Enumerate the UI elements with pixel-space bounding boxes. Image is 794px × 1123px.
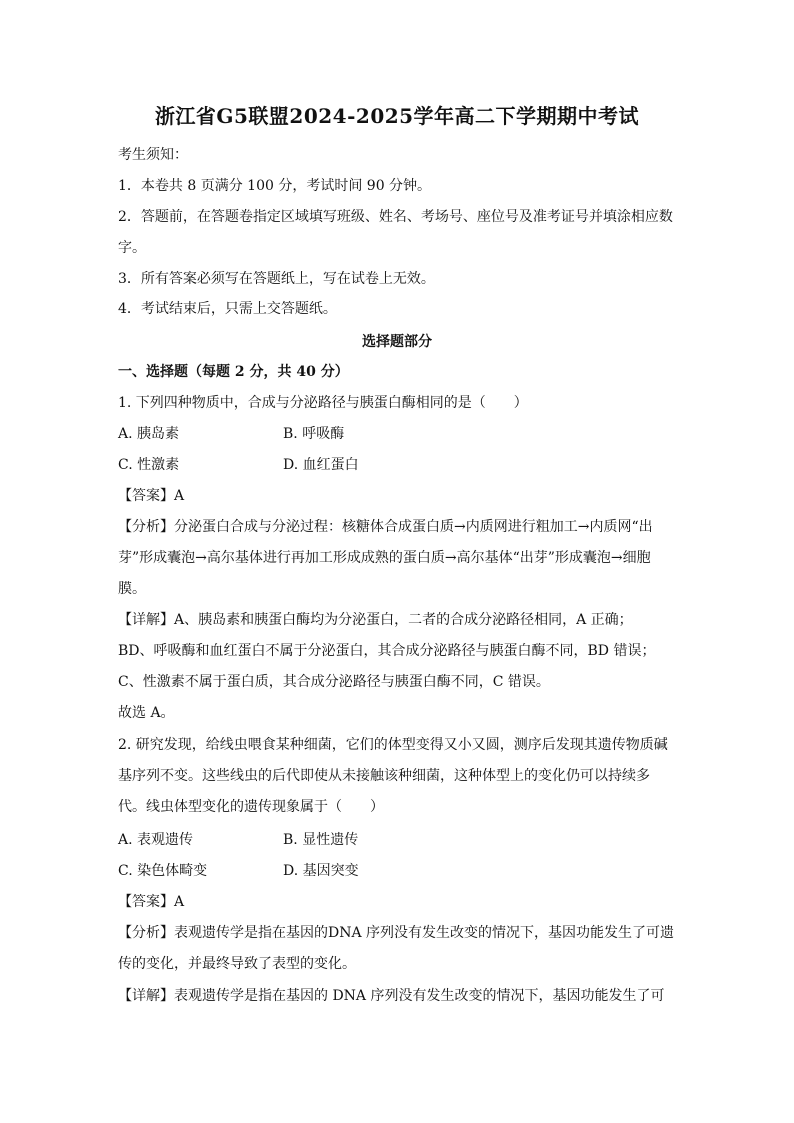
page-title: 浙江省G5联盟2024-2025学年高二下学期期中考试 — [154, 104, 640, 128]
notice-item: 3．所有答案必须写在答题纸上，写在试卷上无效。 — [118, 271, 435, 287]
question-stem: 代。线虫体型变化的遗传现象属于（ ） — [118, 799, 384, 815]
option-a: A. 表观遗传 — [118, 832, 194, 848]
analysis-line: 膜。 — [118, 581, 146, 597]
part-title: 一、选择题（每题 2 分，共 40 分） — [118, 364, 349, 380]
answer-line: 【答案】A — [118, 894, 185, 910]
analysis-line: 【分析】表观遗传学是指在基因的DNA 序列没有发生改变的情况下，基因功能发生了可遗 — [118, 925, 675, 941]
section-title: 选择题部分 — [362, 334, 432, 350]
notice-item: 4．考试结束后，只需上交答题纸。 — [118, 301, 337, 317]
detail-line: 【详解】表观遗传学是指在基因的 DNA 序列没有发生改变的情况下，基因功能发生了可 — [118, 988, 665, 1004]
option-a: A. 胰岛素 — [118, 426, 180, 442]
notice-heading: 考生须知： — [118, 147, 188, 163]
analysis-line: 【分析】分泌蛋白合成与分泌过程：核糖体合成蛋白质→内质网进行粗加工→内质网“出 — [118, 519, 653, 535]
option-d: D. 基因突变 — [283, 863, 359, 879]
analysis-line: 传的变化，并最终导致了表型的变化。 — [118, 956, 356, 972]
detail-line: C、性激素不属于蛋白质，其合成分泌路径与胰蛋白酶不同，C 错误。 — [118, 674, 550, 690]
option-b: B. 显性遗传 — [283, 832, 359, 848]
option-d: D. 血红蛋白 — [283, 457, 359, 473]
notice-item: 2．答题前，在答题卷指定区域填写班级、姓名、考场号、座位号及准考证号并填涂相应数 — [118, 209, 673, 225]
notice-item: 1．本卷共 8 页满分 100 分，考试时间 90 分钟。 — [118, 178, 432, 194]
detail-line: 故选 A。 — [118, 705, 175, 721]
option-c: C. 性激素 — [118, 457, 180, 473]
question-stem: 1. 下列四种物质中，合成与分泌路径与胰蛋白酶相同的是（ ） — [118, 395, 528, 411]
analysis-line: 芽”形成囊泡→高尔基体进行再加工形成成熟的蛋白质→高尔基体“出芽”形成囊泡→细胞 — [118, 550, 651, 566]
question-stem: 2. 研究发现，给线虫喂食某种细菌，它们的体型变得又小又圆，测序后发现其遗传物质碱 — [118, 737, 668, 753]
notice-item: 字。 — [118, 240, 146, 256]
answer-line: 【答案】A — [118, 488, 185, 504]
detail-line: BD、呼吸酶和血红蛋白不属于分泌蛋白，其合成分泌路径与胰蛋白酶不同，BD 错误； — [118, 643, 656, 659]
option-c: C. 染色体畸变 — [118, 863, 208, 879]
question-stem: 基序列不变。这些线虫的后代即使从未接触该种细菌，这种体型上的变化仍可以持续多 — [118, 768, 650, 784]
option-b: B. 呼吸酶 — [283, 426, 345, 442]
detail-line: 【详解】A、胰岛素和胰蛋白酶均为分泌蛋白，二者的合成分泌路径相同，A 正确； — [118, 612, 633, 628]
